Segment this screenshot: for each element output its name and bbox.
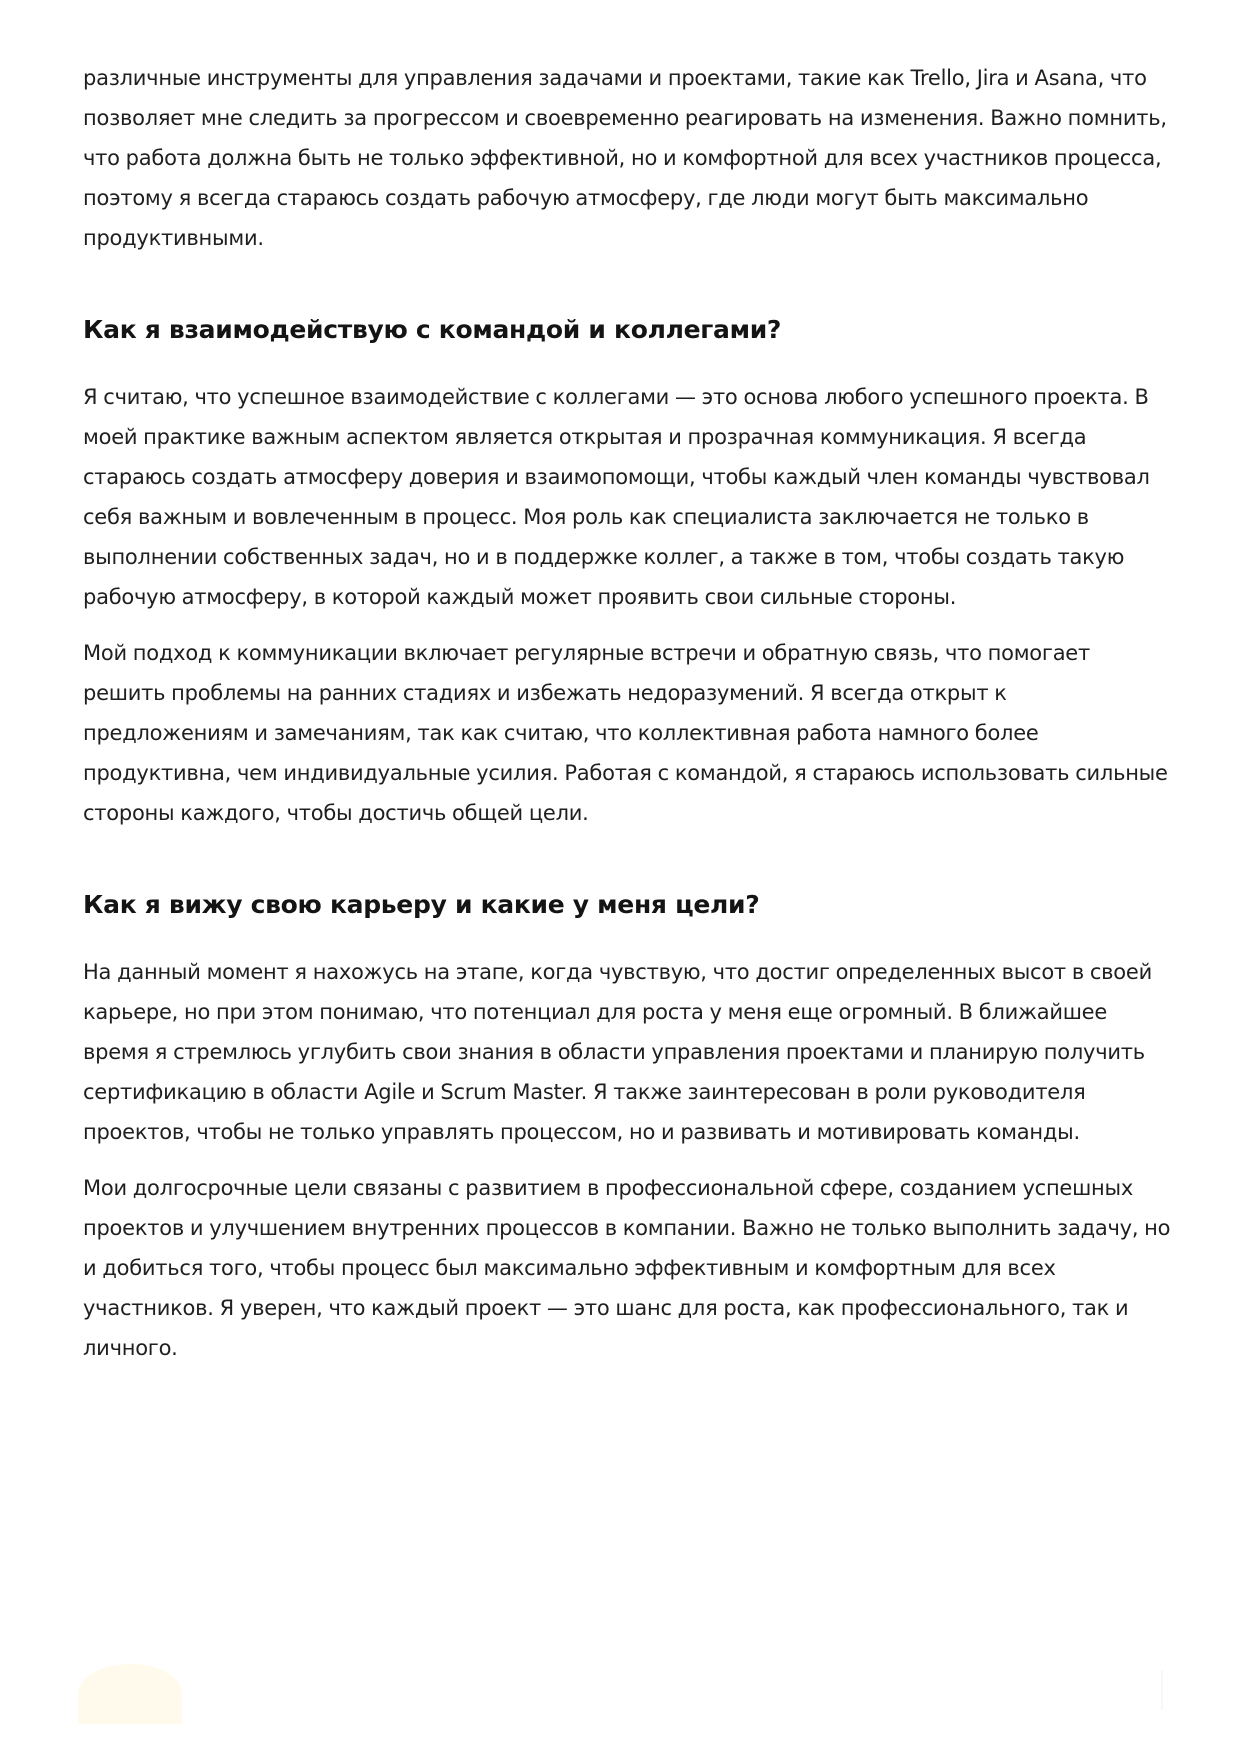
footer-decoration: [78, 1664, 182, 1724]
career-paragraph-1: На данный момент я нахожусь на этапе, когда чувствую, что достиг определенных высот в своей карьере, но при этом понимаю, что потенциал для роста у меня еще огромный. В ближайшее время я стремлюсь углубить свои знания в области управления проектами и планирую получить сертификацию в области Agile и Scrum Master. Я также заинтересован в роли руководителя проектов, чтобы не только управлять процессом, но и развивать и мотивировать команды.: [83, 960, 1152, 1144]
teamwork-paragraph-1: Я считаю, что успешное взаимодействие с коллегами — это основа любого успешного проекта. В моей практике важным аспектом является открытая и прозрачная коммуникация. Я всегда стараюсь создать атмосферу доверия и взаимопомощи, чтобы каждый член команды чувствовал себя важным и вовлеченным в процесс. Моя роль как специалиста заключается не только в выполнении собственных задач, но и в поддержке коллег, а также в том, чтобы создать такую рабочую атмосферу, в которой каждый может проявить свои сильные стороны.: [83, 385, 1150, 609]
career-paragraph-2: Мои долгосрочные цели связаны с развитием в профессиональной сфере, созданием успешных проектов и улучшением внутренних процессов в компании. Важно не только выполнить задачу, но и добиться того, чтобы процесс был максимально эффективным и комфортным для всех участников. Я уверен, что каждый проект — это шанс для роста, как профессионального, так и личного.: [83, 1176, 1171, 1360]
document-page: [83, 58, 1173, 1384]
section-heading-career: Как я вижу свою карьеру и какие у меня цели?: [83, 890, 760, 919]
intro-paragraph: различные инструменты для управления задачами и проектами, такие как Trello, Jira и Asana, что позволяет мне следить за прогрессом и своевременно реагировать на изменения. Важно помнить, что работа должна быть не только эффективной, но и комфортной для всех участников процесса, поэтому я всегда стараюсь создать рабочую атмосферу, где люди могут быть максимально продуктивными.: [83, 66, 1167, 250]
teamwork-paragraph-2: Мой подход к коммуникации включает регулярные встречи и обратную связь, что помогает решить проблемы на ранних стадиях и избежать недоразумений. Я всегда открыт к предложениям и замечаниям, так как считаю, что коллективная работа намного более продуктивна, чем индивидуальные усилия. Работая с командой, я стараюсь использовать сильные стороны каждого, чтобы достичь общей цели.: [83, 641, 1168, 825]
section-heading-teamwork: Как я взаимодействую с командой и коллегами?: [83, 315, 782, 344]
footer-edge-mark: [1161, 1670, 1163, 1710]
